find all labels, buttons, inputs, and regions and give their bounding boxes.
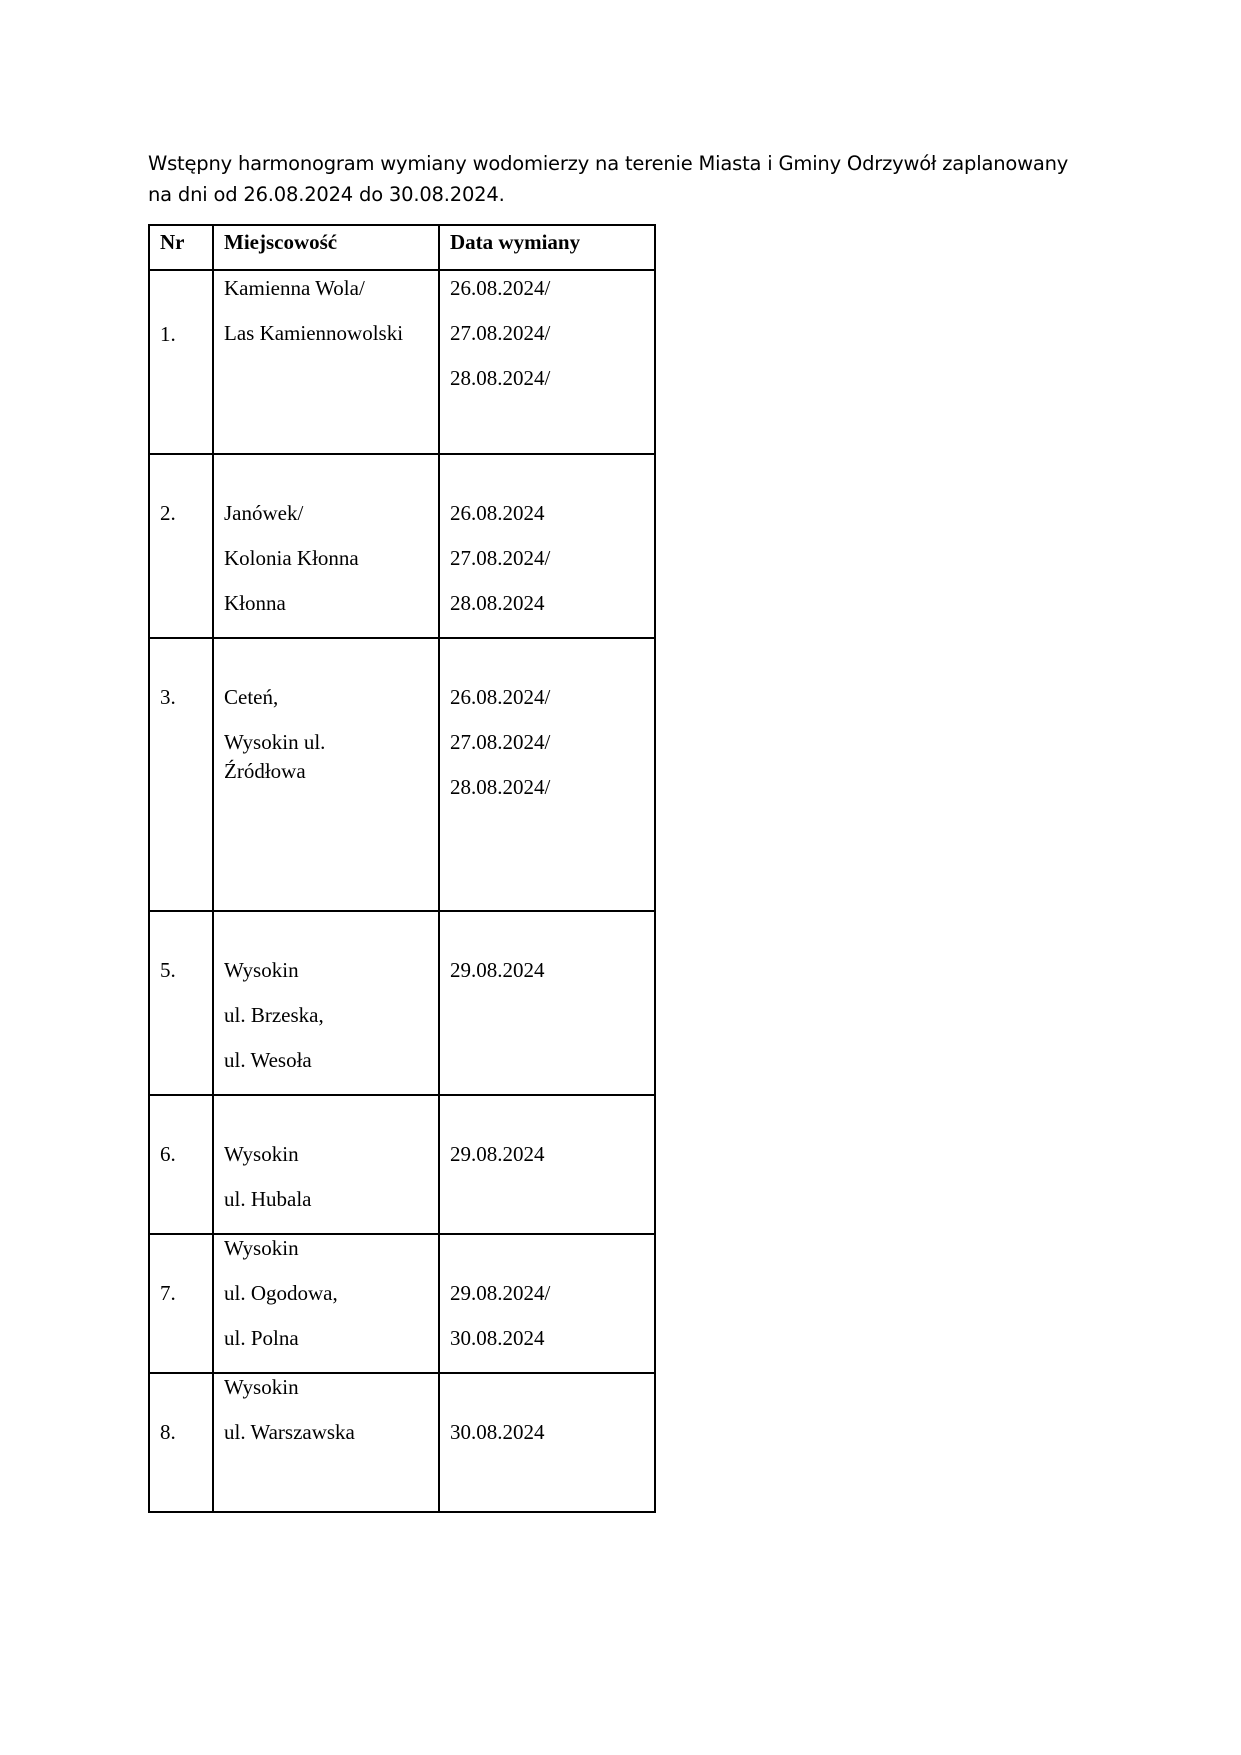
date-line: 29.08.2024	[450, 1142, 545, 1166]
place-line: Wysokin	[224, 1236, 299, 1260]
table-row	[149, 270, 655, 454]
row-number: 3.	[160, 685, 176, 709]
date-line: 27.08.2024/	[450, 321, 551, 345]
row-place-cell	[213, 1373, 439, 1512]
place-line: ul. Wesoła	[224, 1048, 312, 1072]
table-header-row	[149, 225, 655, 270]
row-nr-cell	[149, 911, 213, 1095]
date-line: 28.08.2024	[450, 591, 545, 615]
row-date-cell	[439, 1373, 655, 1512]
place-line: ul. Hubala	[224, 1187, 312, 1211]
row-date-cell	[439, 1095, 655, 1234]
place-line: Janówek/	[224, 501, 304, 525]
header-nr: Nr	[149, 225, 213, 270]
date-line: 28.08.2024/	[450, 775, 551, 799]
date-line: 30.08.2024	[450, 1420, 545, 1444]
place-line: ul. Polna	[224, 1326, 299, 1350]
row-place-cell	[213, 638, 439, 911]
place-line: Kamienna Wola/	[224, 276, 365, 300]
row-place-cell	[213, 454, 439, 638]
date-line: 27.08.2024/	[450, 546, 551, 570]
row-nr-cell	[149, 638, 213, 911]
row-number: 8.	[160, 1420, 176, 1444]
row-place-cell	[213, 911, 439, 1095]
place-line: Kolonia Kłonna	[224, 546, 359, 570]
intro-line-1: Wstępny harmonogram wymiany wodomierzy na terenie Miasta i Gminy Odrzywół zaplanowany	[148, 152, 1069, 175]
schedule-table	[148, 224, 656, 1513]
table-row	[149, 454, 655, 638]
date-line: 30.08.2024	[450, 1326, 545, 1350]
table-row	[149, 1095, 655, 1234]
date-line: 26.08.2024	[450, 501, 545, 525]
place-line: Źródłowa	[224, 759, 306, 783]
date-line: 26.08.2024/	[450, 685, 551, 709]
table-row	[149, 1373, 655, 1512]
date-line: 28.08.2024/	[450, 366, 551, 390]
row-date-cell	[439, 1234, 655, 1373]
row-nr-cell	[149, 1373, 213, 1512]
row-number: 6.	[160, 1142, 176, 1166]
place-line: Ceteń,	[224, 685, 279, 709]
header-place: Miejscowość	[213, 225, 439, 270]
row-place-cell	[213, 1234, 439, 1373]
place-line: ul. Brzeska,	[224, 1003, 324, 1027]
row-date-cell	[439, 270, 655, 454]
place-line: Wysokin	[224, 1375, 299, 1399]
table-row	[149, 638, 655, 911]
header-date: Data wymiany	[439, 225, 655, 270]
place-line: Wysokin	[224, 1142, 299, 1166]
date-line: 27.08.2024/	[450, 730, 551, 754]
row-number: 1.	[160, 322, 176, 346]
row-number: 7.	[160, 1281, 176, 1305]
place-line: Las Kamiennowolski	[224, 321, 404, 345]
row-number: 2.	[160, 501, 176, 525]
date-line: 29.08.2024/	[450, 1281, 551, 1305]
table-row	[149, 911, 655, 1095]
place-line: Wysokin ul.	[224, 730, 326, 754]
date-line: 26.08.2024/	[450, 276, 551, 300]
date-line: 29.08.2024	[450, 958, 545, 982]
place-line: ul. Ogodowa,	[224, 1281, 338, 1305]
intro-line-2: na dni od 26.08.2024 do 30.08.2024.	[148, 183, 505, 206]
table-row	[149, 1234, 655, 1373]
row-nr-cell	[149, 1234, 213, 1373]
row-place-cell	[213, 270, 439, 454]
row-place-cell	[213, 1095, 439, 1234]
place-line: ul. Warszawska	[224, 1420, 355, 1444]
row-date-cell	[439, 454, 655, 638]
place-line: Wysokin	[224, 958, 299, 982]
row-date-cell	[439, 638, 655, 911]
intro-paragraph	[148, 148, 1068, 210]
row-nr-cell	[149, 1095, 213, 1234]
row-number: 5.	[160, 958, 176, 982]
row-nr-cell	[149, 454, 213, 638]
row-date-cell	[439, 911, 655, 1095]
row-nr-cell	[149, 270, 213, 454]
place-line: Kłonna	[224, 591, 286, 615]
